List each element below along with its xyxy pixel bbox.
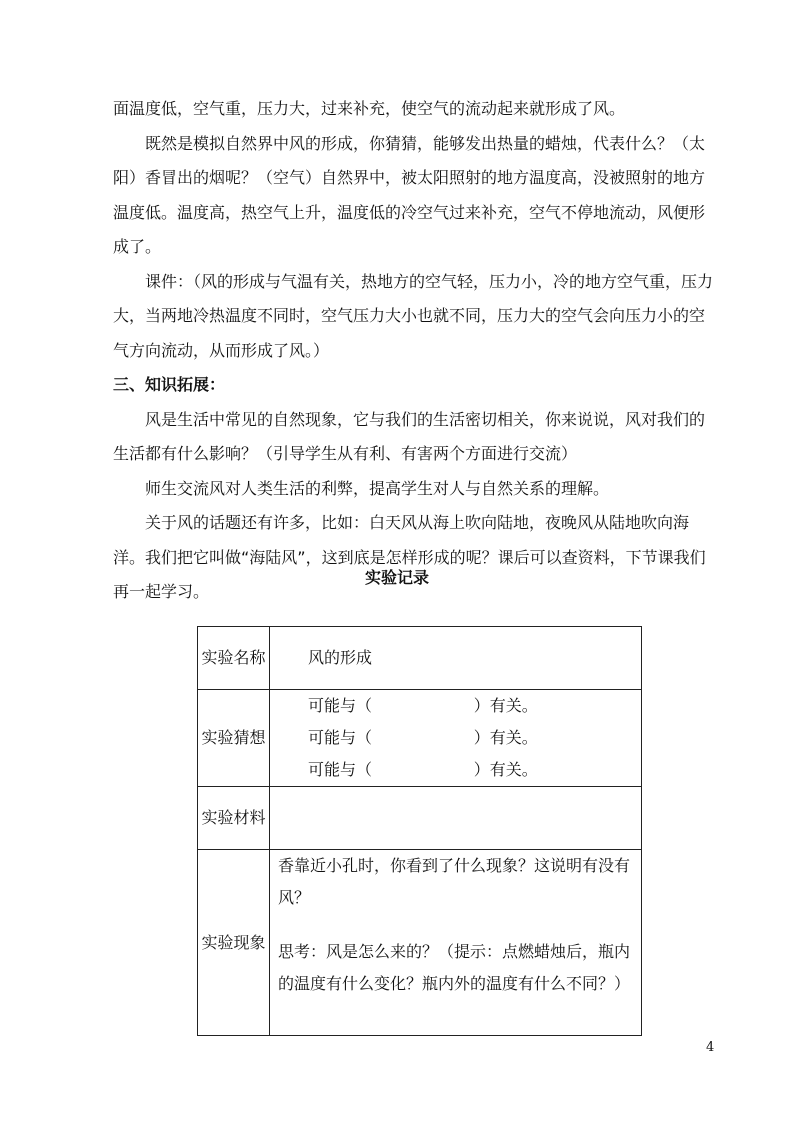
experiment-record-table: [197, 626, 642, 1036]
name-label: 实验名称: [198, 627, 270, 690]
section-heading: 三、知识拓展：: [113, 375, 226, 394]
paragraph-3: 课件：（风的形成与气温有关，热地方的空气轻，压力小，冷的地方空气重，压力大，当两地冷热温度不同时，空气压力大小也就不同，压力大的空气会向压力小的空气方向流动，从而形成了风。）: [113, 271, 714, 360]
body-text: [113, 92, 713, 610]
phenomenon-text: 思考：风是怎么来的？（提示：点燃蜡烛后，瓶内的温度有什么变化？瓶内外的温度有什么不同？）: [278, 942, 631, 993]
table-row: [198, 850, 642, 1036]
table-title: 实验记录: [364, 568, 429, 587]
table-row: [198, 627, 642, 690]
guess-line: 可能与（ ）有关。: [308, 728, 538, 747]
guess-line: 可能与（ ）有关。: [308, 696, 538, 715]
phenomenon-label: 实验现象: [198, 850, 270, 1036]
phenomenon-cell: [270, 850, 642, 1036]
paragraph-1: 面温度低，空气重，压力大，过来补充，使空气的流动起来就形成了风。: [113, 99, 626, 118]
paragraph-5: 师生交流风对人类生活的利弊，提高学生对人与自然关系的理解。: [145, 478, 610, 498]
paragraph-6: 关于风的话题还有许多，比如：白天风从海上吹向陆地，夜晚风从陆地吹向海洋。我们把它叫做“海陆风”，这到底是怎样形成的呢？课后可以查资料，下节课我们再一起学习。: [113, 513, 706, 601]
page-number: 4: [706, 1040, 715, 1055]
guess-label: 实验猜想: [198, 690, 270, 787]
phenomenon-text: 香靠近小孔时，你看到了什么现象？这说明有没有风？: [278, 856, 631, 907]
paragraph-4: 风是生活中常见的自然现象，它与我们的生活密切相关，你来说说，风对我们的生活都有什么影响？（引导学生从有利、有害两个方面进行交流）: [113, 409, 706, 463]
guess-cell: [270, 690, 642, 787]
name-value: 风的形成: [270, 627, 642, 690]
table-row: [198, 787, 642, 850]
table-row: [198, 690, 642, 787]
material-label: 实验材料: [198, 787, 270, 850]
material-value: [270, 787, 642, 850]
paragraph-2: 既然是模拟自然界中风的形成，你猜猜，能够发出热量的蜡烛，代表什么？（太阳）香冒出的烟呢？（空气）自然界中，被太阳照射的地方温度高，没被照射的地方温度低。温度高，热空气上升，温度低的冷空气过来补充，空气不停地流动，风便形成了。: [113, 133, 706, 256]
guess-line: 可能与（ ）有关。: [308, 760, 538, 779]
